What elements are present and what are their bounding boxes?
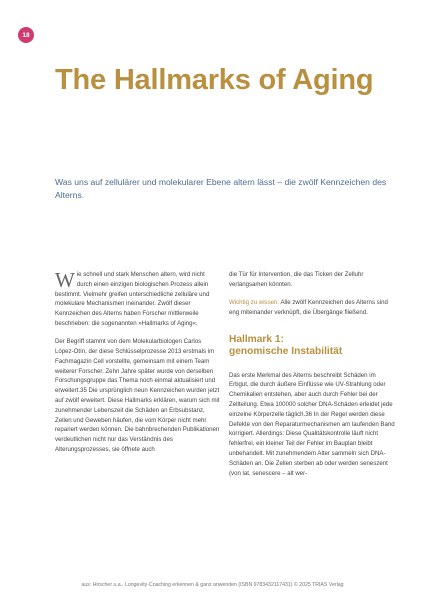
intervention-paragraph: die Tür für Intervention, die das Ticken der Zelluhr verlangsamen könnten. — [229, 271, 364, 288]
genomic-instability-paragraph: Das erste Merkmal des Alterns beschreibt Schäden im Erbgut, die durch äußere Einflüsse wie UV-Strahlung oder Chemikalien entstehen, aber auch durch Fehler bei der Zellteilung. Etwa 100000 solcher DNA-Schäden erleidet jede einzelne Körperzelle täglich.36 In der Regel werden diese Defekte von den Reparaturmechanismen am laufenden Band korrigiert. Allerdings: Diese Qualitätskontrolle läuft nicht fehlerfrei, ein kleiner Teil der Fehler im Bauplan bleibt unbehandelt. Mit zunehmendem Alter sammeln sich DNA-Schäden an. Die Zellen sterben ab oder werden seneszent (von lat. senescere – alt wer- — [229, 371, 395, 477]
important-note — [229, 298, 395, 318]
drop-cap: W — [55, 268, 75, 292]
page-number-badge: 18 — [18, 27, 34, 43]
left-column — [55, 270, 221, 455]
section-heading-line-1: Hallmark 1: — [229, 333, 284, 345]
page-title: The Hallmarks of Aging — [55, 64, 374, 96]
section-heading-hallmark-1 — [229, 334, 395, 359]
right-column — [229, 270, 395, 478]
history-paragraph: Der Begriff stammt von dem Molekularbiologen Carlos López-Otín, der diese Schlüsselprozesse 2013 erstmals im Fachmagazin Cell vorstellte, gemeinsam mit einem Team weiterer Forscher. Zehn Jahre später wurde von derselben Forschungsgruppe das Thema noch einmal aktualisiert und erweitert.35 Die ursprünglich neun Kennzeichen wurden jetzt auf zwölf erweitert. Diese Hallmarks erklären, warum sich mit zunehmender Lebenszeit die Schäden an Erbsubstanz, Zellen und Geweben häufen, die vom Körper nicht mehr repariert werden können. Die bahnbrechenden Publikationen verdeutlichen nicht nur das Verständnis des Alterungsprozesses, sie öffnete auch — [55, 338, 220, 454]
important-label: Wichtig zu wissen: — [229, 299, 280, 307]
important-text: Alle zwölf Kennzeichen des Alterns sind eng miteinander verknüpft, die Übergänge fließend. — [229, 299, 388, 316]
section-heading-line-2: genomische Instabilität — [229, 346, 343, 358]
intro-paragraph — [55, 270, 221, 329]
intro-text: ie schnell und stark Menschen altern, wird nicht durch einen einzigen biologischen Prozess allein bestimmt. Vielmehr greifen unterschiedliche zelluläre und molekulare Mechanismen ineinander. Zwölf dieser Kennzeichen des Alterns haben Forscher mittlerweile beschrieben: die sogenannten »Hallmarks of Aging«. — [55, 271, 210, 327]
page-footer: aus: Hirscher u.a., Longevity-Coaching erkennen & ganz anwenden (ISBN 9783432117431) © 2025 TRIAS Verlag — [81, 582, 344, 588]
lead-paragraph: Was uns auf zellulärer und molekularer Ebene altern lässt – die zwölf Kennzeichen des Alterns. — [55, 177, 387, 200]
